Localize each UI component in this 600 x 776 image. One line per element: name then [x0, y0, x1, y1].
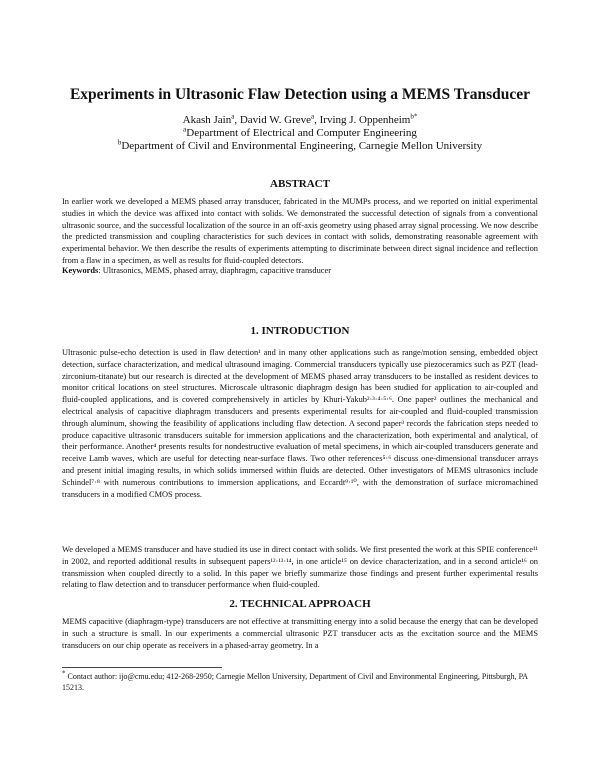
- intro-paragraph-2: We developed a MEMS transducer and have studied its use in direct contact with solids. We first presented the work at this SPIE conference¹¹ in 2002, and reported additional results in subsequent papers¹²·¹³·¹⁴, in one article¹⁵ on device characterization, and in a second article¹⁶ on transmission when coupled directly to a solid. In this paper we briefly summarize those findings and present further experimental results relating to flaw detection and to transducer performance when fluid-coupled.: [62, 545, 538, 590]
- author-2-sup: a: [311, 112, 315, 121]
- affiliation-b: [40, 140, 560, 153]
- intro-paragraph-1: Ultrasonic pulse-echo detection is used in flaw detection¹ and in many other applications such as range/motion sensing, embedded object detection, surface characterization, and medical ultrasound imaging. Commercial transducers typically use piezoceramics such as PZT (lead-zirconium-titanate) but our research is directed at the development of MEMS phased array transducers to be installed as resident devices to monitor critical locations on steel structures. Microscale ultrasonic diaphragm design has been studied for application to air-coupled and fluid-coupled applications, and is covered comprehensively in articles by Khuri-Yakub²·³·⁴·⁵·⁶. One paper² outlines the mechanical and electrical analysis of capacitive diaphragm transducers and presents experimental results for air-coupled and fluid-coupled transmission through aluminum, showing the feasibility of applications including flaw detection. A second paper³ records the fabrication steps needed to produce capacitive ultrasonic transducers suitable for immersion applications and the characterization, both experimental and analytical, of their performance. Another⁴ presents results for nondestructive evaluation of metal specimens, in which air-coupled transducers generate and receive Lamb waves, which are useful for detecting near-surface flaws. Two other references⁵·⁶ discuss one-dimensional transducer arrays and present initial imaging results, in which solids immersed within fluids are detected. Other investigators of MEMS ultrasonics include Schindel⁷·⁸ with numerous contributions to immersion applications, and Eccardt⁹·¹⁰, with the demonstration of surface micromachined transducers in a modified CMOS process.: [62, 348, 538, 499]
- intro-heading: 1. INTRODUCTION: [250, 325, 350, 337]
- footnote-mark: *: [62, 669, 66, 678]
- affiliation-b-sup: b: [117, 138, 122, 147]
- author-1: Akash Jain: [182, 114, 232, 126]
- abstract-paragraph: In earlier work we developed a MEMS phased array transducer, fabricated in the MUMPs process, and we reported on initial experimental studies in which the device was affixed into contact with solids. We demonstrated the successful detection of signals from a conventional ultrasonic source, and the successful localization of the source in an off-axis geometry using phased array signal processing. We now describe the predicted transmission and coupling characteristics for such devices in contact with solids, demonstrating reasonable agreement with experimental behavior. We then describe the results of experiments attempting to discriminate between direct signal incidence and reflection from a flaw in a specimen, as well as results for fluid-coupled detectors.: [62, 197, 538, 265]
- author-3: , Irving J. Oppenheim: [314, 114, 411, 126]
- affiliation-b-text: Department of Civil and Environmental Engineering, Carnegie Mellon University: [121, 140, 483, 152]
- technical-paragraph-1: MEMS capacitive (diaphragm-type) transducers are not effective at transmitting energy into a solid because the energy that can be developed in such a structure is small. In our experiments a commercial ultrasonic PZT transducer acts as the excitation source and the MEMS transducers on our chip operate as receivers in a phased-array geometry. In a: [62, 617, 538, 650]
- author-1-sup: a: [231, 112, 235, 121]
- keywords-line: [62, 265, 538, 277]
- keywords-text: : Ultrasonics, MEMS, phased array, diaphragm, capacitive transducer: [98, 266, 332, 275]
- technical-section: [62, 616, 538, 651]
- keywords-label: Keywords: [62, 266, 99, 275]
- abstract-heading: ABSTRACT: [270, 178, 330, 190]
- technical-heading: 2. TECHNICAL APPROACH: [229, 598, 371, 610]
- intro-section-2: [62, 544, 538, 591]
- footnote-rule: [62, 667, 222, 668]
- footnote-text: Contact author: ijo@cmu.edu; 412-268-2950; Carnegie Mellon University, Department of Civil and Environmental Engineering, Pittsburgh, PA 15213.: [62, 672, 528, 692]
- affiliation-a-text: Department of Electrical and Computer Engineering: [186, 127, 417, 139]
- author-2: , David W. Greve: [234, 114, 312, 126]
- author-block: [40, 114, 560, 153]
- author-names: [40, 114, 560, 127]
- author-3-sup: b*: [410, 112, 418, 121]
- abstract-text: [62, 196, 538, 267]
- footnote: [62, 671, 538, 693]
- paper-title: Experiments in Ultrasonic Flaw Detection using a MEMS Transducer: [69, 86, 531, 103]
- affiliation-a-sup: a: [183, 125, 187, 134]
- intro-section: [62, 347, 538, 500]
